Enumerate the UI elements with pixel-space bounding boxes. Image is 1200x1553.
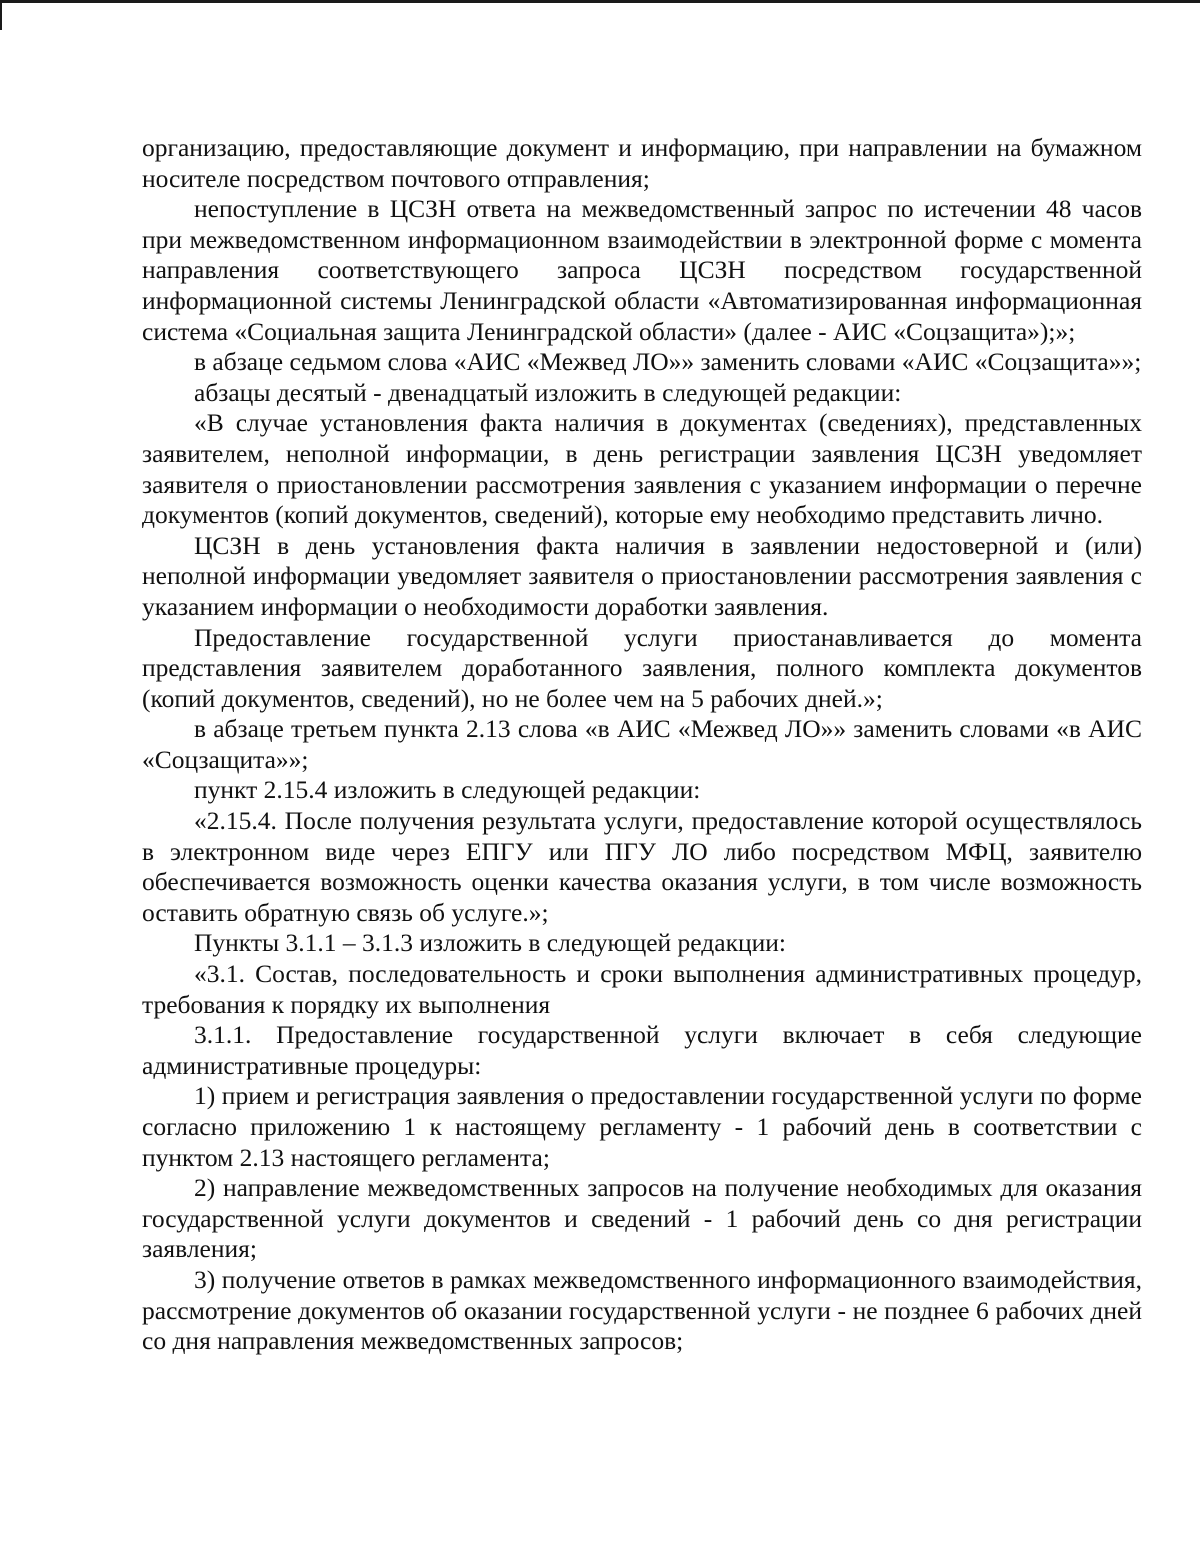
paragraph-point-2-13: в абзаце третьем пункта 2.13 слова «в АИС «Межвед ЛО»» заменить словами «в АИС «Соцзащита»»; [142, 714, 1142, 774]
paragraph-3-1-1: 3.1.1. Предоставление государственной услуги включает в себя следующие административные процедуры: [142, 1020, 1142, 1080]
paragraph-seventh-abzac: в абзаце седьмом слова «АИС «Межвед ЛО»» заменить словами «АИС «Соцзащита»»; [194, 347, 1142, 377]
paragraph-suspension: Предоставление государственной услуги приостанавливается до момента представления заявителем доработанного заявления, полного комплекта документов (копий документов, сведений), но не более чем на 5 рабочих дней.»; [142, 622, 1142, 713]
paragraph-point-2-15-4-intro: пункт 2.15.4 изложить в следующей редакции: [194, 775, 701, 805]
document-page [142, 133, 1142, 1357]
paragraph-points-3-1-intro: Пункты 3.1.1 – 3.1.3 изложить в следующей редакции: [194, 928, 786, 958]
paragraph-no-response: непоступление в ЦСЗН ответа на межведомственный запрос по истечении 48 часов при межведомственном информационном взаимодействии в электронной форме с момента направления соответствующего запроса ЦСЗН посредством государственной информационной системы Ленинградской области «Автоматизированная информационная система «Социальная защита Ленинградской области» (далее - АИС «Соцзащита»);»; [142, 194, 1142, 346]
paragraph-incomplete-info: «В случае установления факта наличия в документах (сведениях), представленных заявителем, неполной информации, в день регистрации заявления ЦСЗН уведомляет заявителя о приостановлении рассмотрения заявления с указанием информации о перечне документов (копий документов, сведений), которые ему необходимо представить лично. [142, 408, 1142, 530]
paragraph-cszn-notice: ЦСЗН в день установления факта наличия в заявлении недостоверной и (или) неполной информации уведомляет заявителя о приостановлении рассмотрения заявления с указанием информации о необходимости доработки заявления. [142, 530, 1142, 621]
list-item-2: 2) направление межведомственных запросов на получение необходимых для оказания государственной услуги документов и сведений - 1 рабочий день со дня регистрации заявления; [142, 1173, 1142, 1264]
paragraph-continuation: организацию, предоставляющие документ и информацию, при направлении на бумажном носителе посредством почтового отправления; [142, 133, 1142, 193]
scan-edge-top [0, 0, 1200, 3]
list-item-3: 3) получение ответов в рамках межведомственного информационного взаимодействия, рассмотрение документов об оказании государственной услуги - не позднее 6 рабочих дней со дня направления межведомственных запросов; [142, 1264, 1142, 1356]
paragraph-section-3-1: «3.1. Состав, последовательность и сроки выполнения административных процедур, требования к порядку их выполнения [142, 959, 1142, 1019]
scan-edge-left [0, 0, 2, 30]
paragraph-point-2-15-4: «2.15.4. После получения результата услуги, предоставление которой осуществлялось в электронном виде через ЕПГУ или ПГУ ЛО либо посредством МФЦ, заявителю обеспечивается возможность оценки качества оказания услуги, в том числе возможность оставить обратную связь об услуге.»; [142, 806, 1142, 927]
list-item-1: 1) прием и регистрация заявления о предоставлении государственной услуги по форме согласно приложению 1 к настоящему регламенту - 1 рабочий день в соответствии с пунктом 2.13 настоящего регламента; [142, 1081, 1142, 1172]
paragraph-abzacs-10-12: абзацы десятый - двенадцатый изложить в следующей редакции: [194, 377, 902, 407]
